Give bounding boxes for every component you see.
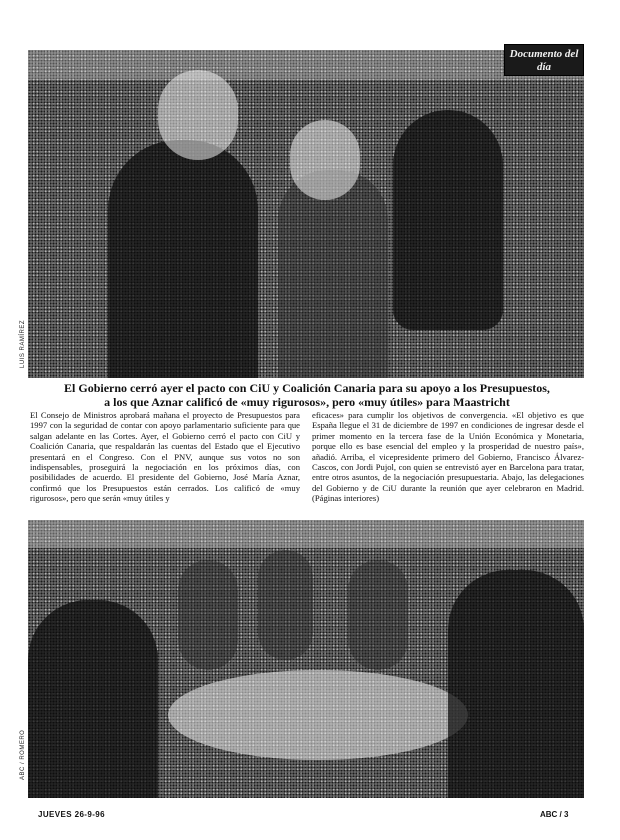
section-stamp: Documento del día: [504, 44, 584, 76]
bottom-photo-credit: ABC / ROMERO: [20, 729, 26, 780]
bottom-photo: [28, 520, 584, 798]
headline-line-1: El Gobierno cerró ayer el pacto con CiU y Coalición Canaria para su apoyo a los Presupuestos,: [64, 381, 550, 395]
top-photo: [28, 50, 584, 378]
body-column-left: El Consejo de Ministros aprobará mañana el proyecto de Presupuestos para 1997 con la seguridad de contar con apoyo parlamentario suficiente para que salgan adelante en las Cortes. Ayer, el Gobierno cerró el pacto con CiU y Coalición Canaria, que respaldarán las cuentas del Estado que el Ejecutivo presentará en el Congreso. Con el PNV, aunque sus votos no son indispensables, proseguirá la negociación en los próximos días, con posibilidades de acuerdo. El presidente del Gobierno, José María Aznar, confirmó que los Presupuestos están cerrados. Los calificó de «muy rigurosos», pero que serán «muy útiles y: [30, 410, 300, 504]
footer-page-number: ABC / 3: [540, 810, 569, 819]
body-column-right: eficaces» para cumplir los objetivos de convergencia. «El objetivo es que España llegue el 31 de diciembre de 1997 en condiciones de ingresar desde el primer momento en la tercera fase de la Unión Económica y Monetaria, porque ello es base esencial del empleo y la prosperidad de nuestro país», añadió. Arriba, el vicepresidente primero del Gobierno, Francisco Álvarez-Cascos, con Jordi Pujol, con quien se entrevistó ayer en Barcelona para tratar, entre otros asuntos, de la negociación presupuestaria. Abajo, las delegaciones del Gobierno y de CiU durante la reunión que ayer celebraron en Madrid. (Páginas interiores): [312, 410, 584, 504]
headline: [30, 381, 584, 409]
headline-line-2: a los que Aznar calificó de «muy rigurosos», pero «muy útiles» para Maastricht: [104, 395, 510, 409]
top-photo-credit: LUIS RAMÍREZ: [20, 319, 26, 368]
footer-date: JUEVES 26-9-96: [38, 810, 105, 819]
